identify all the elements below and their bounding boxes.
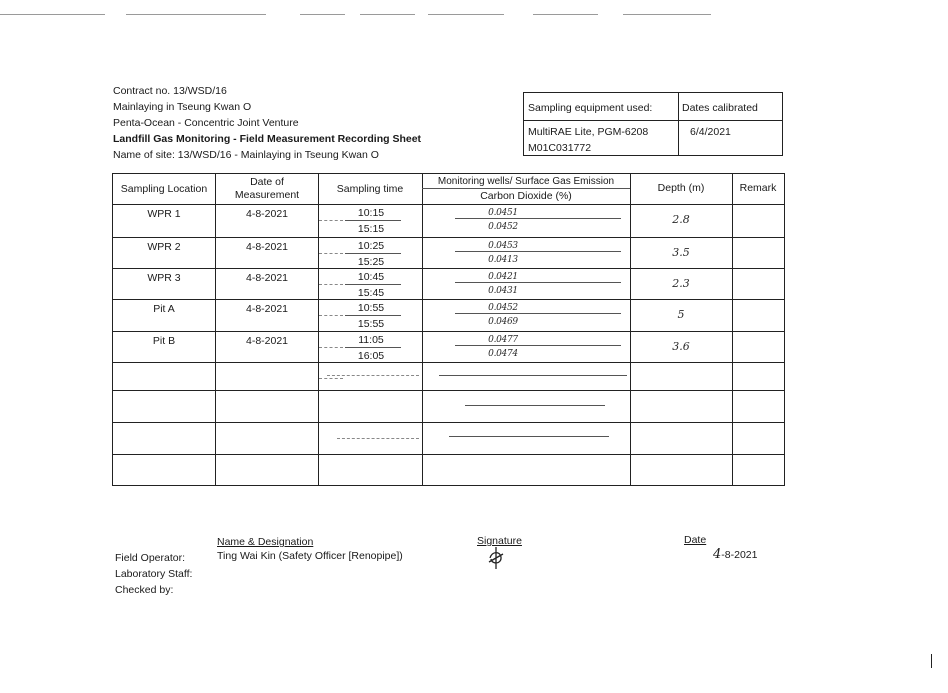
date-cell: 4-8-2021 — [245, 241, 289, 253]
location-cell: Pit A — [153, 303, 175, 315]
time-cell: 11:05 — [358, 334, 384, 346]
calibrated-label: Dates calibrated — [682, 102, 758, 114]
time-divider — [345, 253, 401, 254]
measurement-table — [112, 173, 785, 486]
checked-by-label: Checked by: — [115, 584, 174, 596]
co2-reading: 0.0452 — [488, 222, 518, 232]
site-name: Name of site: 13/WSD/16 - Mainlaying in Tseung Kwan O — [113, 149, 379, 161]
depth-cell: 5 — [677, 308, 685, 321]
co2-underline — [455, 251, 621, 252]
signature-mark — [487, 546, 505, 570]
time-cell: 10:15 — [357, 207, 385, 219]
co2-reading: 0.0453 — [488, 241, 518, 251]
co2-underline — [455, 345, 621, 346]
time-dash — [319, 220, 343, 221]
equipment-box — [523, 92, 783, 156]
document-header — [113, 83, 421, 163]
field-operator-name: Ting Wai Kin (Safety Officer [Renopipe]) — [217, 550, 403, 562]
header-location: Sampling Location — [120, 183, 208, 195]
date-heading: Date — [684, 534, 707, 546]
time-divider — [345, 284, 401, 285]
co2-reading: 0.0469 — [488, 317, 518, 327]
time-dash — [319, 315, 343, 316]
header-depth: Depth (m) — [657, 182, 705, 194]
time-dash — [319, 253, 343, 254]
time-divider — [345, 347, 401, 348]
depth-cell: 3.5 — [672, 246, 690, 259]
contractor-name: Penta-Ocean - Concentric Joint Venture — [113, 117, 299, 129]
time-cell: 15:55 — [357, 318, 385, 330]
scan-artifact — [0, 14, 948, 18]
date-cell: 4-8-2021 — [245, 335, 289, 347]
equipment-serial: M01C031772 — [528, 142, 592, 154]
co2-reading: 0.0413 — [488, 255, 518, 265]
calibrated-date: 6/4/2021 — [690, 126, 731, 138]
time-dash — [319, 284, 343, 285]
co2-underline — [455, 218, 621, 219]
time-cell: 16:05 — [357, 350, 385, 362]
equipment-name: MultiRAE Lite, PGM-6208 — [528, 126, 649, 138]
location-cell: Pit B — [152, 335, 176, 347]
project-name: Mainlaying in Tseung Kwan O — [113, 101, 252, 113]
co2-underline — [455, 282, 621, 283]
field-operator-label: Field Operator: — [115, 552, 186, 564]
time-dash — [319, 347, 343, 348]
date-cell: 4-8-2021 — [245, 303, 289, 315]
date-cell: 4-8-2021 — [245, 272, 289, 284]
co2-reading: 0.0474 — [488, 349, 518, 359]
time-divider — [345, 315, 401, 316]
contract-number: Contract no. 13/WSD/16 — [113, 85, 227, 97]
name-designation-heading: Name & Designation — [217, 536, 314, 548]
header-date: Date of Measurement — [234, 176, 300, 201]
signature-heading: Signature — [477, 535, 522, 547]
location-cell: WPR 1 — [147, 208, 181, 220]
co2-reading: 0.0452 — [488, 303, 518, 313]
time-cell: 10:45 — [357, 271, 385, 283]
depth-cell: 2.3 — [672, 277, 690, 290]
time-divider — [345, 220, 401, 221]
co2-reading: 0.0421 — [488, 272, 518, 282]
co2-reading: 0.0431 — [488, 286, 518, 296]
co2-reading: 0.0451 — [488, 208, 518, 218]
location-cell: WPR 3 — [147, 272, 181, 284]
laboratory-staff-label: Laboratory Staff: — [115, 568, 193, 580]
scan-edge-mark — [931, 654, 932, 668]
signed-date: 4-8-2021 — [713, 547, 758, 562]
co2-underline — [455, 313, 621, 314]
header-remark: Remark — [739, 182, 777, 194]
equipment-label: Sampling equipment used: — [528, 102, 653, 114]
time-cell: 15:45 — [357, 287, 385, 299]
location-cell: WPR 2 — [147, 241, 181, 253]
time-cell: 15:25 — [357, 256, 385, 268]
time-cell: 10:55 — [357, 302, 385, 314]
depth-cell: 2.8 — [672, 213, 690, 226]
header-gas-line1: Monitoring wells/ Surface Gas Emission — [437, 176, 615, 187]
co2-reading: 0.0477 — [488, 335, 518, 345]
time-cell: 10:25 — [357, 240, 385, 252]
header-gas-line2: Carbon Dioxide (%) — [480, 190, 572, 202]
depth-cell: 3.6 — [672, 340, 690, 353]
header-time: Sampling time — [336, 183, 404, 195]
date-cell: 4-8-2021 — [245, 208, 289, 220]
time-cell: 15:15 — [357, 223, 385, 235]
document-title: Landfill Gas Monitoring - Field Measurement Recording Sheet — [113, 133, 422, 145]
